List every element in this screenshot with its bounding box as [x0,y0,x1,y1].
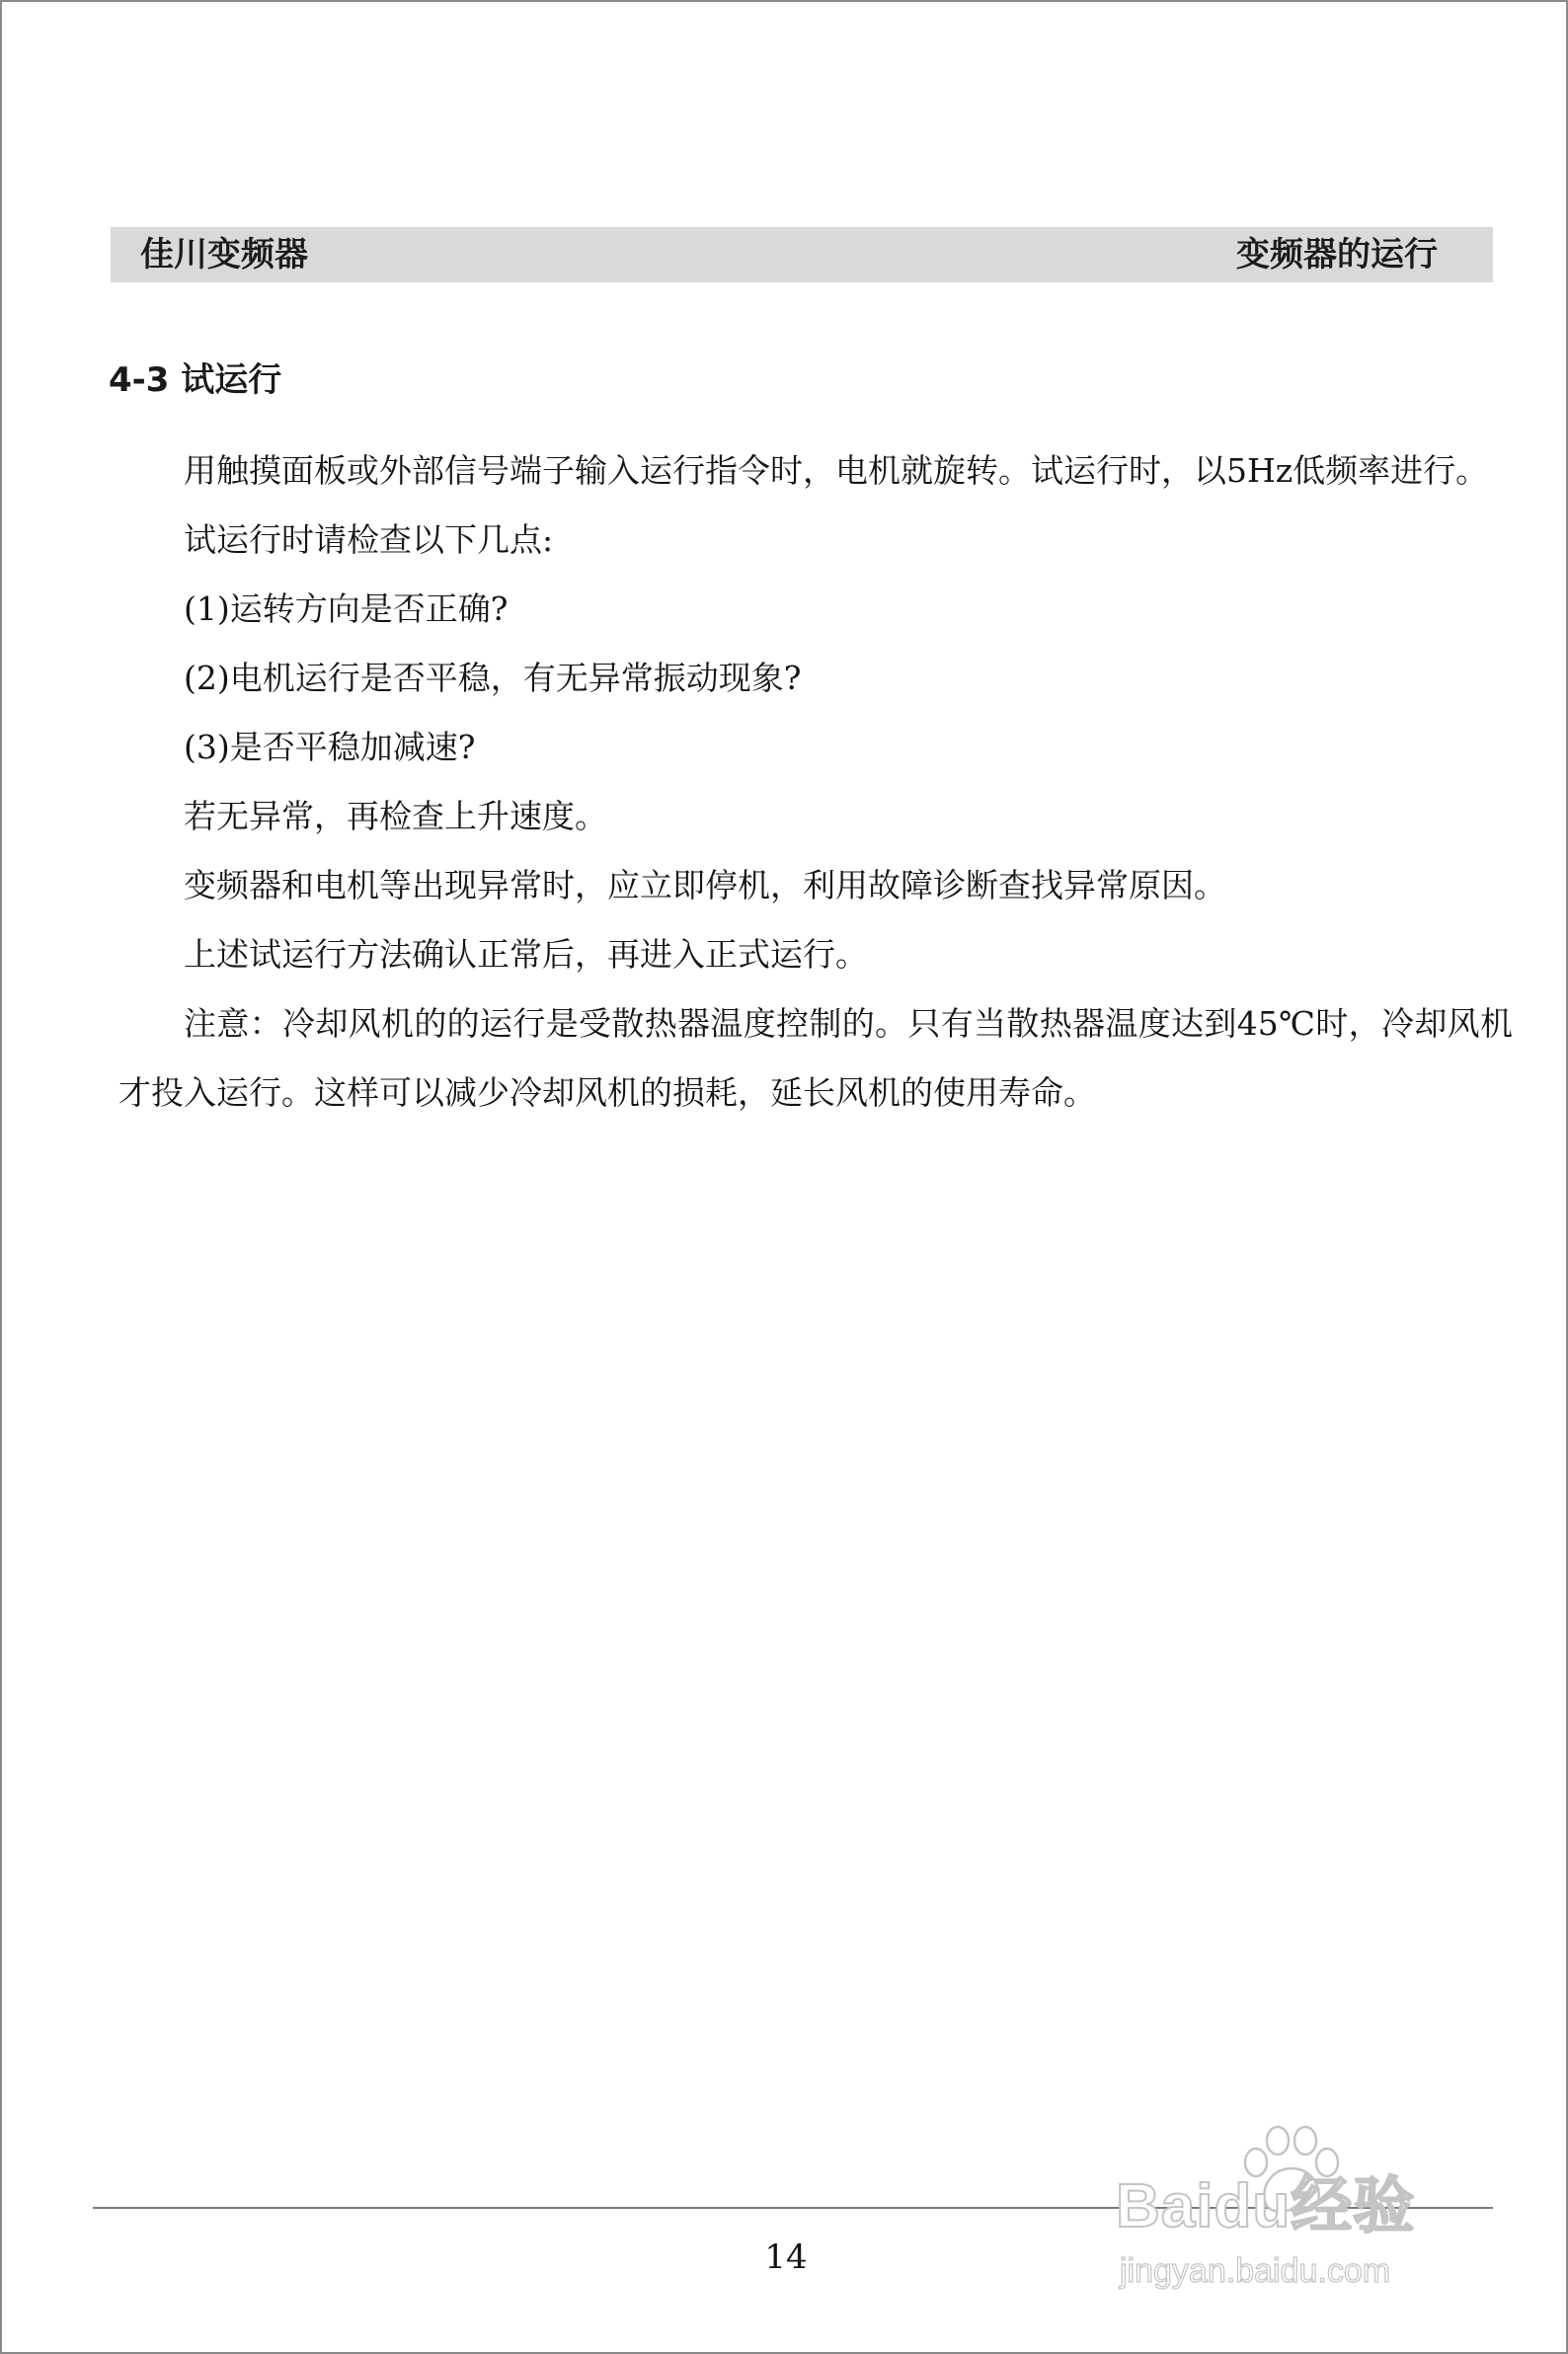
check-item-2: (2)电机运行是否平稳，有无异常振动现象? [184,659,802,697]
note-paragraph: 注意：冷却风机的的运行是受散热器温度控制的。只有当散热器温度达到45℃时，冷却风机才投入运行。这样可以减少冷却风机的损耗，延长风机的使用寿命。 [118,1004,1513,1112]
running-header [111,227,1493,282]
confirm-line: 上述试运行方法确认正常后，再进入正式运行。 [184,935,868,974]
intro-paragraph: 用触摸面板或外部信号端子输入运行指令时，电机就旋转。试运行时，以5Hz低频率进行。 [184,451,1489,490]
watermark-logo-text: Baidu经验 [1116,2172,1416,2240]
check-item-3: (3)是否平稳加减速? [184,728,476,766]
page-number: 14 [764,2237,808,2277]
header-brand-title: 佳川变频器 [140,235,308,275]
header-chapter-title: 变频器的运行 [1236,235,1438,275]
baidu-jingyan-watermark [1116,2125,1491,2303]
check-item-1: (1)运转方向是否正确? [184,589,509,628]
speed-check-line: 若无异常，再检查上升速度。 [184,797,607,835]
abnormal-stop-line: 变频器和电机等出现异常时，应立即停机，利用故障诊断查找异常原因。 [184,866,1226,904]
watermark-url: jingyan.baidu.com [1120,2252,1391,2290]
section-heading: 4-3 试运行 [109,360,282,400]
check-intro: 试运行时请检查以下几点: [184,520,554,559]
body-text [118,436,1513,1128]
